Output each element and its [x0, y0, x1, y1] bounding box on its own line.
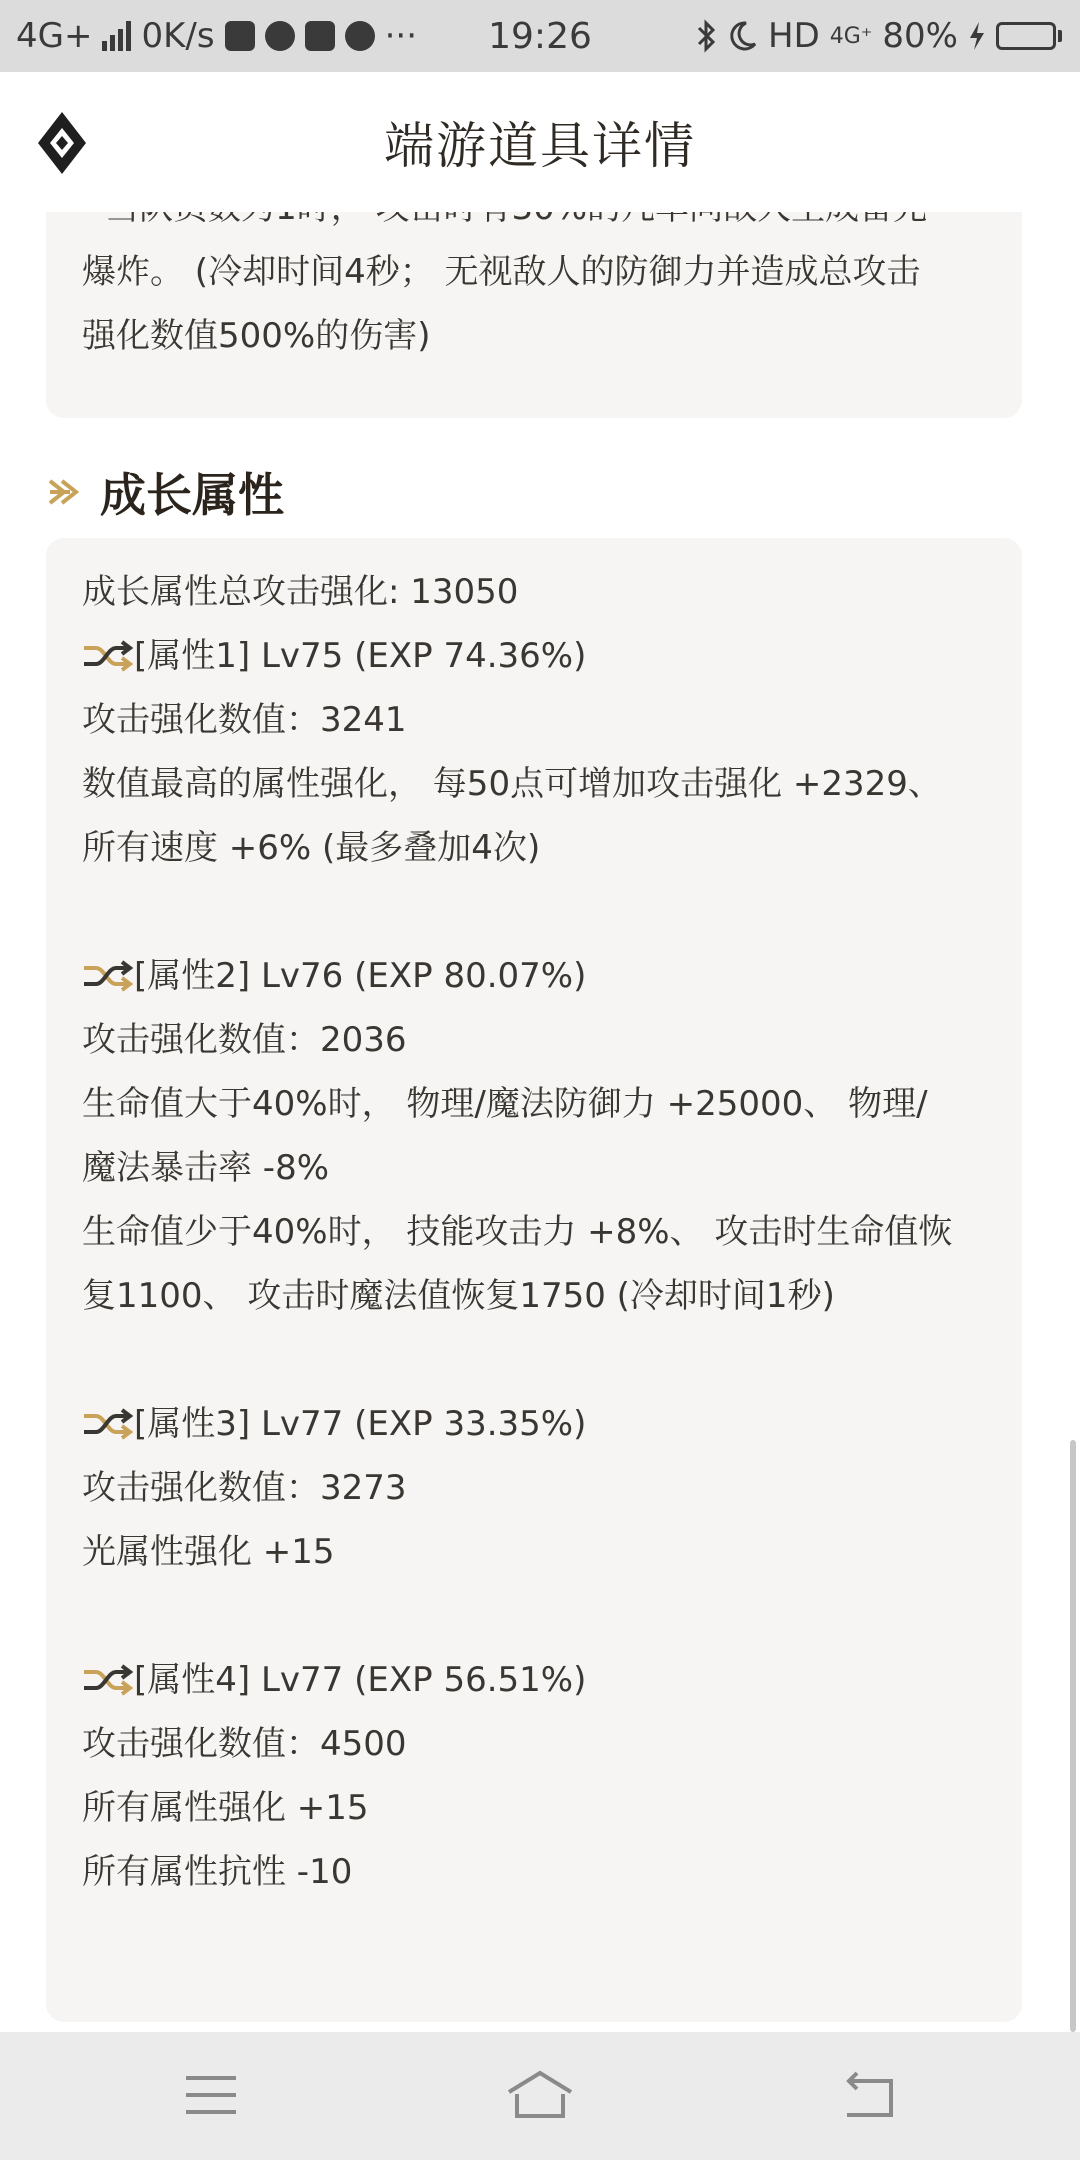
spacer — [82, 1328, 986, 1392]
network-type-2: 4G⁺ — [829, 23, 873, 49]
attribute-title-text: [属性3] Lv77 (EXP 33.35%) — [134, 1404, 587, 1444]
nav-bar — [0, 2032, 1080, 2160]
bluetooth-icon — [696, 19, 718, 53]
page-title: 端游道具详情 — [384, 117, 696, 175]
effect-line-2: 爆炸。 (冷却时间4秒； 无视敌人的防御力并造成总攻击 — [82, 252, 921, 292]
attribute-3-title — [82, 1392, 986, 1456]
attribute-1-effect-1: 数值最高的属性强化， 每50点可增加攻击强化 +2329、 — [82, 764, 942, 804]
hd-badge: HD — [768, 16, 820, 56]
attribute-2-effect-3: 生命值少于40%时， 技能攻击力 +8%、 攻击时生命值恢 — [82, 1212, 953, 1252]
home-button[interactable] — [505, 2062, 575, 2128]
home-icon — [505, 2070, 575, 2120]
scrollbar[interactable] — [1070, 1440, 1076, 2032]
attribute-4-title — [82, 1648, 986, 1712]
charging-icon — [968, 21, 986, 51]
shuffle-icon — [82, 1407, 134, 1441]
moon-icon — [728, 20, 758, 52]
spacer — [82, 1584, 986, 1648]
attribute-1-value: 攻击强化数值：3241 — [82, 700, 407, 740]
attribute-title-text: [属性4] Lv77 (EXP 56.51%) — [134, 1660, 587, 1700]
battery-percent: 80% — [882, 16, 958, 56]
battery-icon — [996, 22, 1062, 50]
content-area — [0, 212, 1080, 2032]
net-speed: 0K/s — [141, 16, 215, 56]
back-button[interactable] — [834, 2062, 904, 2128]
back-icon — [841, 2071, 897, 2119]
attribute-2-effect-2: 魔法暴击率 -8% — [82, 1148, 330, 1188]
growth-card — [46, 538, 1022, 2022]
clock: 19:26 — [488, 15, 592, 57]
network-type: 4G+ — [16, 16, 93, 56]
attribute-3-effect-1: 光属性强化 +15 — [82, 1532, 335, 1572]
attribute-title-text: [属性1] Lv75 (EXP 74.36%) — [134, 636, 587, 676]
attribute-4-effect-1: 所有属性强化 +15 — [82, 1788, 369, 1828]
status-bar — [0, 0, 1080, 72]
attribute-1-title — [82, 624, 986, 688]
attribute-2-title — [82, 944, 986, 1008]
section-title: 成长属性 — [100, 468, 284, 522]
shuffle-icon — [82, 639, 134, 673]
attribute-1-effect-2: 所有速度 +6% (最多叠加4次) — [82, 828, 541, 868]
attribute-2-effect-1: 生命值大于40%时， 物理/魔法防御力 +25000、 物理/ — [82, 1084, 928, 1124]
attribute-2-effect-4: 复1100、 攻击时魔法值恢复1750 (冷却时间1秒) — [82, 1276, 835, 1316]
growth-total: 成长属性总攻击强化: 13050 — [82, 572, 519, 612]
spacer — [82, 880, 986, 944]
attribute-3-value: 攻击强化数值：3273 — [82, 1468, 407, 1508]
more-notifications: ··· — [384, 16, 418, 56]
shuffle-icon — [82, 959, 134, 993]
menu-button[interactable] — [176, 2062, 246, 2128]
attribute-4-value: 攻击强化数值：4500 — [82, 1724, 407, 1764]
attribute-4-effect-2: 所有属性抗性 -10 — [82, 1852, 353, 1892]
section-heading — [46, 452, 284, 532]
shuffle-icon — [82, 1663, 134, 1697]
attribute-title-text: [属性2] Lv76 (EXP 80.07%) — [134, 956, 587, 996]
status-right — [696, 0, 1062, 72]
arrow-right-icon — [46, 473, 84, 511]
effect-line-3: 强化数值500%的伤害) — [82, 316, 431, 356]
menu-icon — [184, 2074, 238, 2116]
attribute-2-value: 攻击强化数值：2036 — [82, 1020, 407, 1060]
app-header — [0, 72, 1080, 212]
